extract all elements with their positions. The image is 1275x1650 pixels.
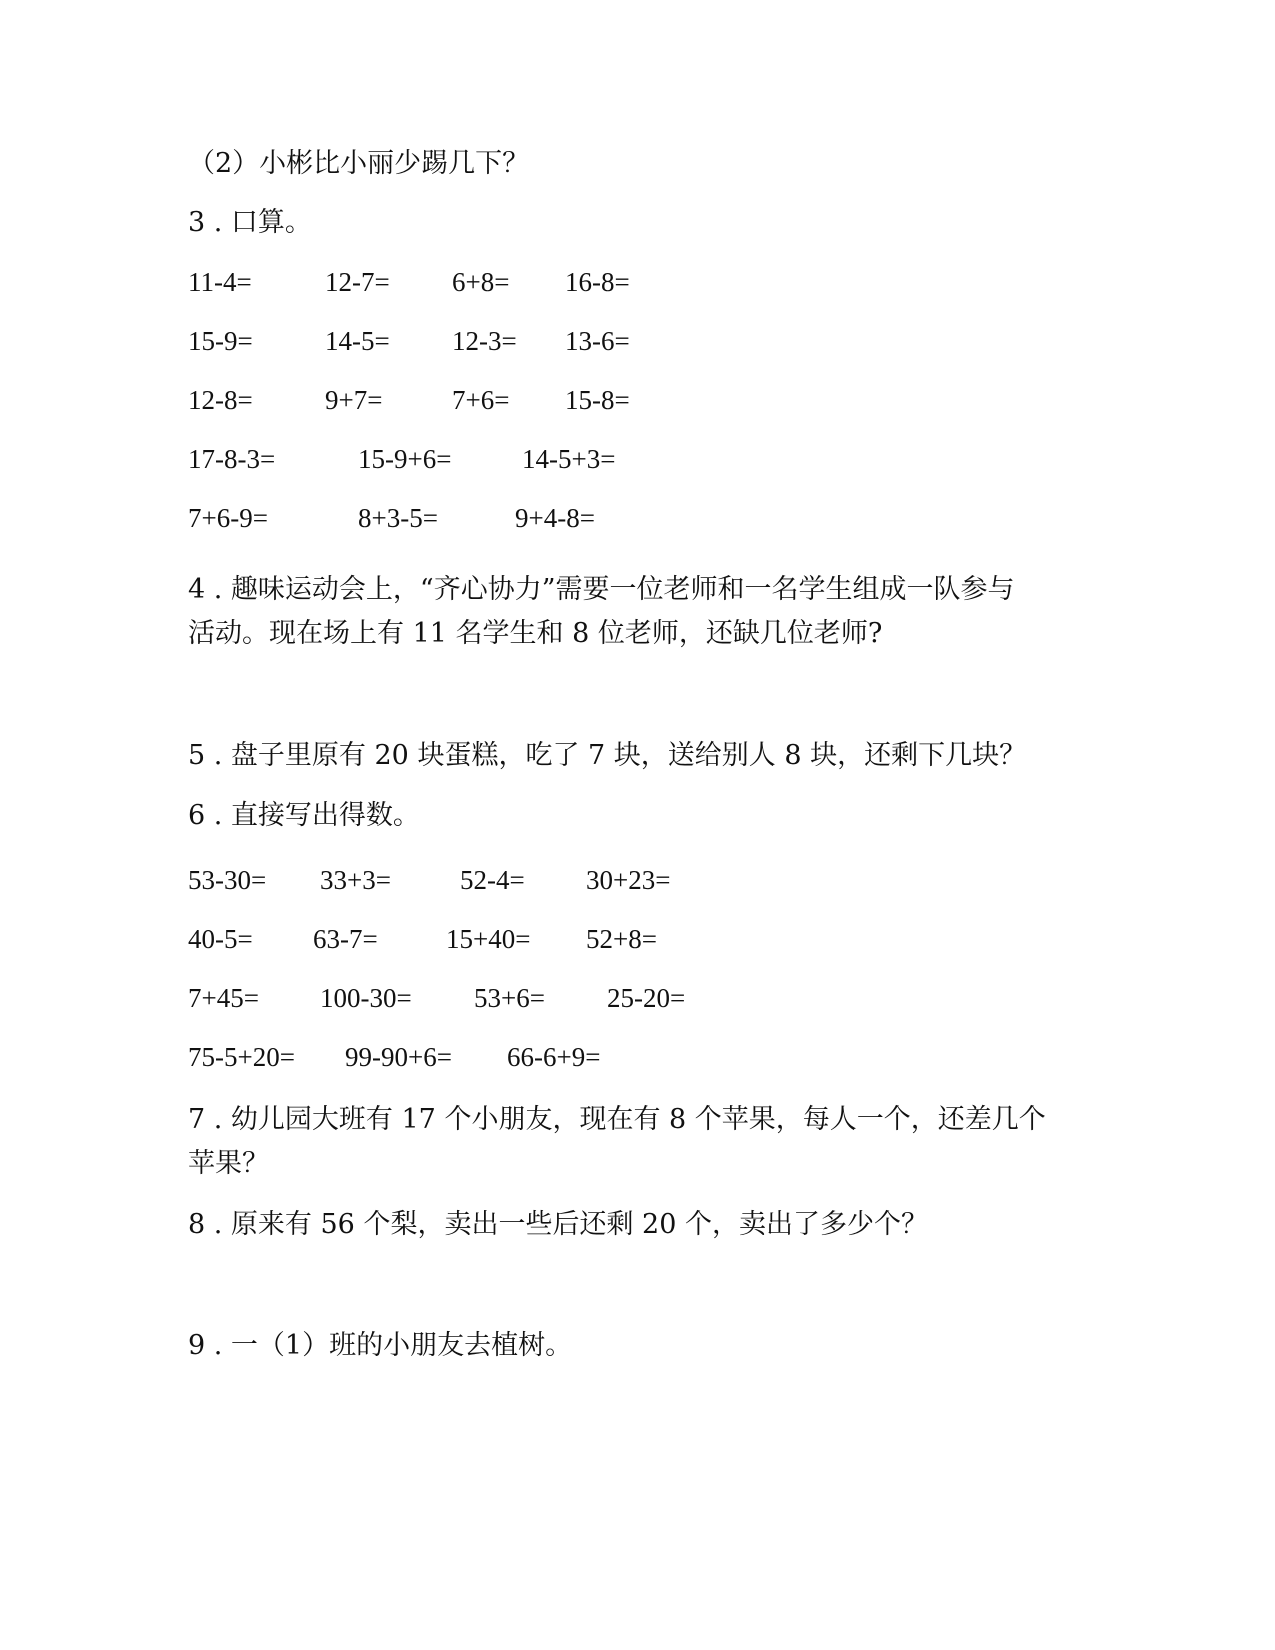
q6-calc: 53+6= <box>474 983 545 1013</box>
q6-calc: 99-90+6= <box>345 1042 452 1072</box>
q6-calc: 75-5+20= <box>188 1042 295 1072</box>
q3-calc: 17-8-3= <box>188 444 276 474</box>
q3-calc: 6+8= <box>452 267 510 297</box>
question-3-heading: 3 . 口算。 <box>188 207 312 238</box>
q3-calc: 11-4= <box>188 267 252 297</box>
q6-calc: 40-5= <box>188 924 253 954</box>
question-7-line-1: 7 . 幼儿园大班有 17 个小朋友，现在有 8 个苹果，每人一个，还差几个 <box>188 1104 1046 1135</box>
question-4-line-2: 活动。现在场上有 11 名学生和 8 位老师，还缺几位老师? <box>188 618 883 649</box>
question-8: 8 . 原来有 56 个梨，卖出一些后还剩 20 个，卖出了多少个？ <box>188 1209 928 1240</box>
q6-calc: 53-30= <box>188 865 267 895</box>
q3-calc: 9+7= <box>325 385 383 415</box>
q3-calc: 7+6= <box>452 385 510 415</box>
q3-calc: 14-5+3= <box>522 444 616 474</box>
q3-calc: 14-5= <box>325 326 390 356</box>
q3-calc: 12-7= <box>325 267 390 297</box>
q3-calc: 9+4-8= <box>515 503 595 533</box>
q6-calc: 52+8= <box>586 924 657 954</box>
question-2-part-2: （2）小彬比小丽少踢几下？ <box>188 148 530 179</box>
q3-calc: 7+6-9= <box>188 503 268 533</box>
q3-calc: 8+3-5= <box>358 503 438 533</box>
q3-calc: 15-9+6= <box>358 444 452 474</box>
q6-calc: 25-20= <box>607 983 686 1013</box>
q6-calc: 63-7= <box>313 924 378 954</box>
q3-calc: 16-8= <box>565 267 630 297</box>
q6-calc: 66-6+9= <box>507 1042 601 1072</box>
question-5: 5 . 盘子里原有 20 块蛋糕，吃了 7 块，送给别人 8 块，还剩下几块？ <box>188 740 1027 771</box>
q6-calc: 33+3= <box>320 865 391 895</box>
q3-calc: 15-8= <box>565 385 630 415</box>
question-4-line-1: 4 . 趣味运动会上，“齐心协力”需要一位老师和一名学生组成一队参与 <box>188 574 1015 605</box>
question-7-line-2: 苹果？ <box>188 1148 269 1179</box>
q3-calc: 15-9= <box>188 326 253 356</box>
question-6-heading: 6 . 直接写出得数。 <box>188 800 420 831</box>
q6-calc: 100-30= <box>320 983 412 1013</box>
q3-calc: 12-8= <box>188 385 253 415</box>
q6-calc: 7+45= <box>188 983 259 1013</box>
q3-calc: 12-3= <box>452 326 517 356</box>
question-9: 9 . 一（1）班的小朋友去植树。 <box>188 1330 573 1361</box>
q3-calc: 13-6= <box>565 326 630 356</box>
q6-calc: 52-4= <box>460 865 525 895</box>
q6-calc: 15+40= <box>446 924 531 954</box>
q6-calc: 30+23= <box>586 865 671 895</box>
